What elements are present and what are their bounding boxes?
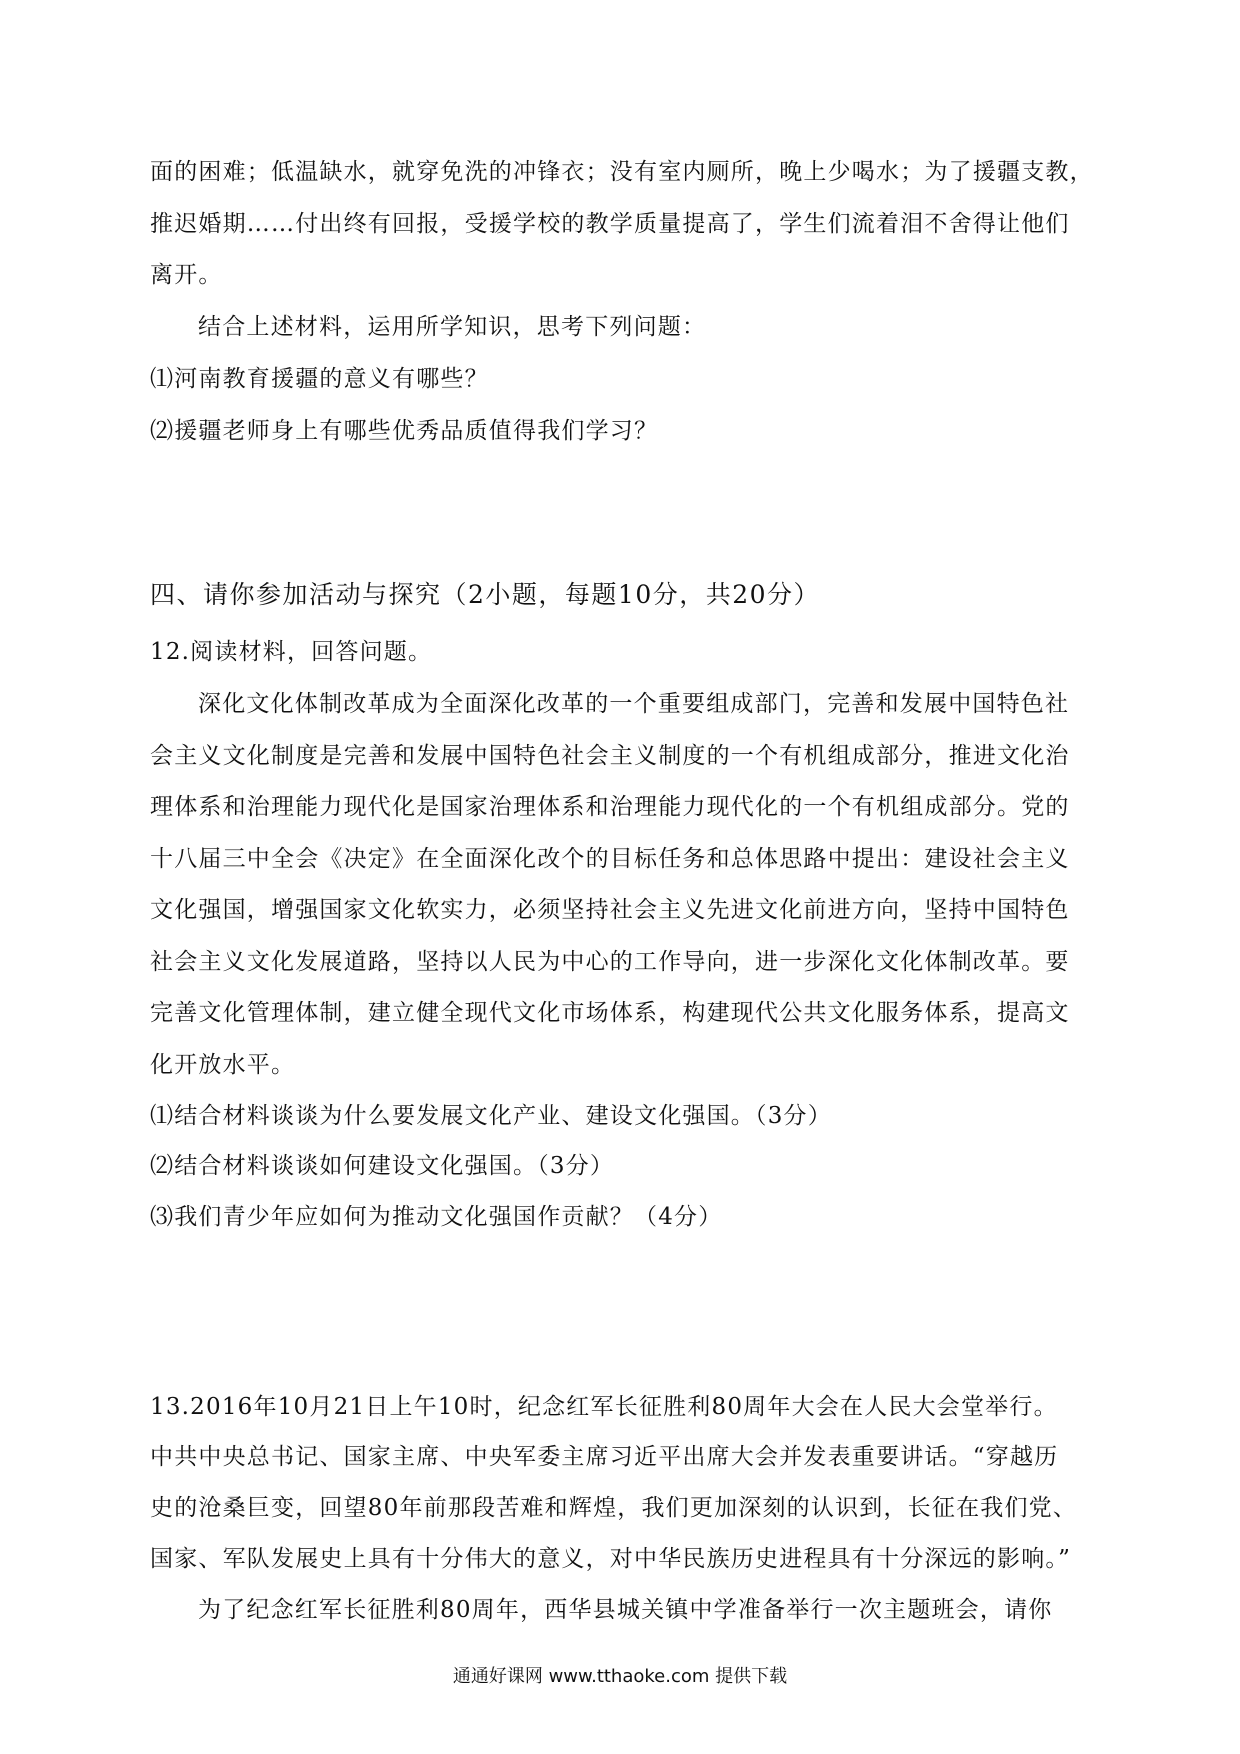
sub-question: ⑴河南教育援疆的意义有哪些？ (150, 366, 489, 392)
passage-line: 社会主义文化发展道路，坚持以人民为中心的工作导向，进一步深化文化体制改革。要 (150, 949, 1070, 975)
sub-question: ⑶我们青少年应如何为推动文化强国作贡献？（4分） (150, 1204, 723, 1230)
sub-question: ⑵结合材料谈谈如何建设文化强国。（3分） (150, 1153, 615, 1179)
passage-line: 文化强国，增强国家文化软实力，必须坚持社会主义先进文化前进方向，坚持中国特色 (150, 897, 1070, 923)
question-prompt: 结合上述材料，运用所学知识，思考下列问题： (198, 314, 707, 340)
passage-line: 深化文化体制改革成为全面深化改革的一个重要组成部门，完善和发展中国特色社 (198, 691, 1070, 717)
passage-line: 理体系和治理能力现代化是国家治理体系和治理能力现代化的一个有机组成部分。党的 (150, 794, 1070, 820)
sub-question: ⑵援疆老师身上有哪些优秀品质值得我们学习？ (150, 418, 659, 444)
passage-line: 13.2016年10月21日上午10时，纪念红军长征胜利80周年大会在人民大会堂举行。 (150, 1394, 1058, 1420)
passage-line: 十八届三中全会《决定》在全面深化改个的目标任务和总体思路中提出：建设社会主义 (150, 846, 1070, 872)
passage-line: 推迟婚期……付出终有回报，受援学校的教学质量提高了，学生们流着泪不舍得让他们 (150, 211, 1070, 237)
passage-line: 离开。 (150, 262, 223, 288)
passage-line: 国家、军队发展史上具有十分伟大的意义，对中华民族历史进程具有十分深远的影响。” (150, 1546, 1072, 1572)
sub-question: ⑴结合材料谈谈为什么要发展文化产业、建设文化强国。（3分） (150, 1103, 832, 1129)
section-heading: 四、请你参加活动与探究（2小题，每题10分，共20分） (150, 580, 821, 609)
passage-line: 面的困难；低温缺水，就穿免洗的冲锋衣；没有室内厕所，晚上少喝水；为了援疆支教， (150, 159, 1094, 185)
passage-line: 中共中央总书记、国家主席、中央军委主席习近平出席大会并发表重要讲话。“穿越历 (150, 1444, 1059, 1470)
passage-line: 史的沧桑巨变，回望80年前那段苦难和辉煌，我们更加深刻的认识到，长征在我们党、 (150, 1495, 1078, 1521)
passage-line: 完善文化管理体制，建立健全现代文化市场体系，构建现代公共文化服务体系，提高文 (150, 1000, 1070, 1026)
passage-line: 会主义文化制度是完善和发展中国特色社会主义制度的一个有机组成部分，推进文化治 (150, 743, 1070, 769)
question-title: 12.阅读材料，回答问题。 (150, 639, 433, 665)
passage-line: 化开放水平。 (150, 1052, 296, 1078)
page-footer: 通通好课网 www.tthaoke.com 提供下载 (452, 1666, 788, 1687)
question-prompt: 为了纪念红军长征胜利80周年，西华县城关镇中学准备举行一次主题班会，请你 (198, 1597, 1053, 1623)
